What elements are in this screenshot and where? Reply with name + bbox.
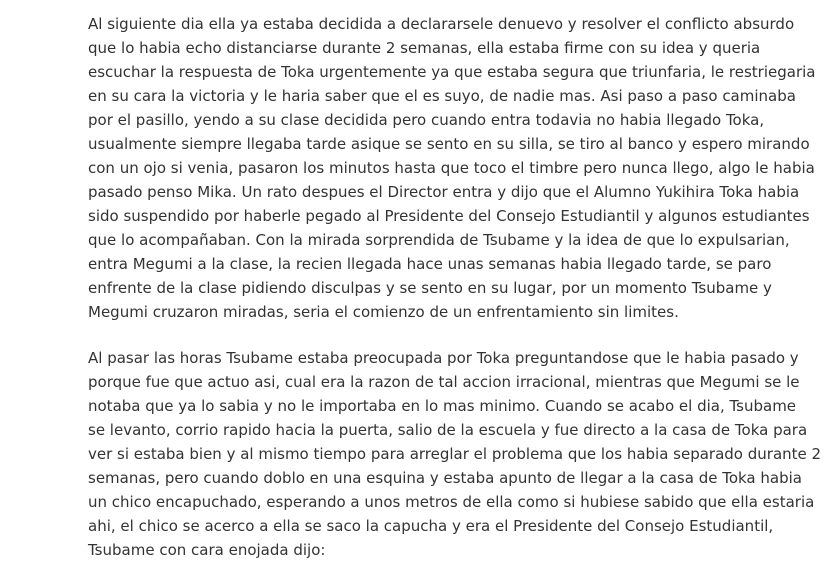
text-line: usualmente siempre llegaba tarde asique se sento en su silla, se tiro al banco y espero mirando xyxy=(88,135,810,153)
paragraph-spacer xyxy=(88,324,728,346)
text-line: por el pasillo, yendo a su clase decidida pero cuando entra todavia no habia llegado Toka, xyxy=(88,111,765,129)
text-line: enfrente de la clase pidiendo disculpas y se sento en su lugar, por un momento Tsubame y xyxy=(88,279,772,297)
text-line: ahi, el chico se acerco a ella se saco la capucha y era el Presidente del Consejo Estudiantil, xyxy=(88,517,774,535)
story-text xyxy=(88,12,822,562)
text-line: que lo habia echo distanciarse durante 2 semanas, ella estaba firme con su idea y queria xyxy=(88,39,761,57)
text-line: sido suspendido por haberle pegado al Presidente del Consejo Estudiantil y algunos estudiantes xyxy=(88,207,810,225)
text-line: Al siguiente dia ella ya estaba decidida a declararsele denuevo y resolver el conflicto absurdo xyxy=(88,15,795,33)
text-line: Megumi cruzaron miradas, seria el comienzo de un enfrentamiento sin limites. xyxy=(88,303,679,321)
text-line: entra Megumi a la clase, la recien llegada hace unas semanas habia llegado tarde, se paro xyxy=(88,255,772,273)
text-line: Tsubame con cara enojada dijo: xyxy=(88,541,326,559)
text-line: notaba que ya lo sabia y no le importaba en lo mas minimo. Cuando se acabo el dia, Tsubame xyxy=(88,397,797,415)
text-line: pasado penso Mika. Un rato despues el Director entra y dijo que el Alumno Yukihira Toka habia xyxy=(88,183,800,201)
text-line: que lo acompañaban. Con la mirada sorprendida de Tsubame y la idea de que lo expulsarian, xyxy=(88,231,790,249)
text-line: se levanto, corrio rapido hacia la puerta, salio de la escuela y fue directo a la casa de Toka para xyxy=(88,421,808,439)
text-line: con un ojo si venia, pasaron los minutos hasta que toco el timbre pero nunca llego, algo le habia xyxy=(88,159,815,177)
text-line: ver si estaba bien y al mismo tiempo para arreglar el problema que los habia separado durante 2 xyxy=(88,445,822,463)
text-line: porque fue que actuo asi, cual era la razon de tal accion irracional, mientras que Megumi se le xyxy=(88,373,800,391)
text-line: semanas, pero cuando doblo en una esquina y estaba apunto de llegar a la casa de Toka habia xyxy=(88,469,802,487)
paragraph-1 xyxy=(88,12,816,324)
text-line: en su cara la victoria y le haria saber que el es suyo, de nadie mas. Asi paso a paso caminaba xyxy=(88,87,796,105)
text-line: un chico encapuchado, esperando a unos metros de ella como si hubiese sabido que ella estaria xyxy=(88,493,815,511)
text-line: Al pasar las horas Tsubame estaba preocupada por Toka preguntandose que le habia pasado y xyxy=(88,349,799,367)
paragraph-2 xyxy=(88,346,822,562)
text-line: escuchar la respuesta de Toka urgentemente ya que estaba segura que triunfaria, le restriegaria xyxy=(88,63,816,81)
